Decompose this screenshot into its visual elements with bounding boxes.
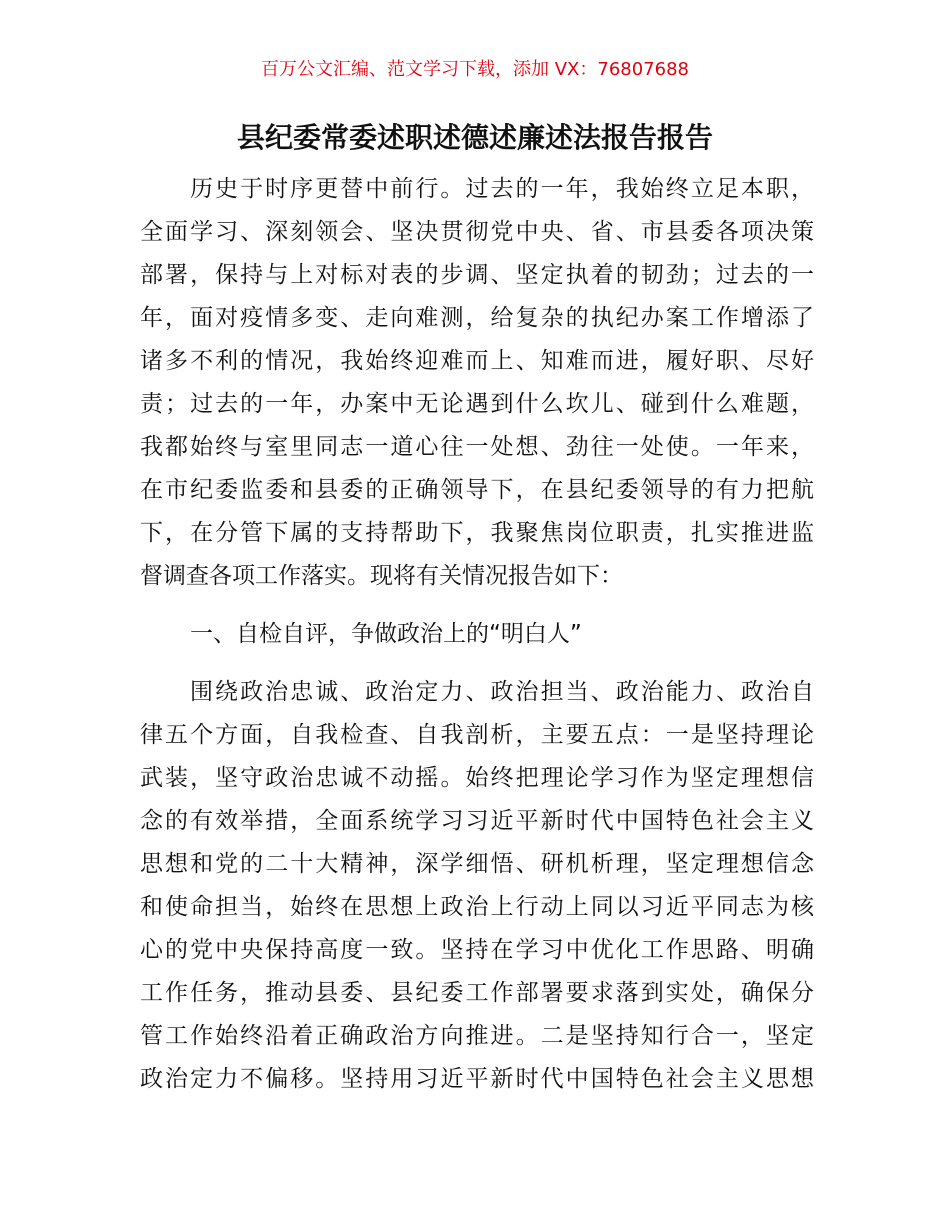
paragraph-line: 在市纪委监委和县委的正确领导下，在县纪委领导的有力把航: [140, 477, 814, 503]
paragraph-line: 我都始终与室里同志一道心往一处想、劲往一处使。一年来，: [140, 434, 814, 460]
paragraph-line: 和使命担当，始终在思想上政治上行动上同以习近平同志为核: [140, 894, 814, 920]
paragraph-line: 围绕政治忠诚、政治定力、政治担当、政治能力、政治自: [190, 679, 814, 705]
paragraph-line: 责；过去的一年，办案中无论遇到什么坎儿、碰到什么难题，: [140, 391, 814, 417]
paragraph-line: 督调查各项工作落实。现将有关情况报告如下：: [140, 563, 623, 589]
paragraph-line: 下，在分管下属的支持帮助下，我聚焦岗位职责，扎实推进监: [140, 520, 814, 546]
paragraph-line: 年，面对疫情多变、走向难测，给复杂的执纪办案工作增添了: [140, 305, 814, 331]
paragraph-line: 全面学习、深刻领会、坚决贯彻党中央、省、市县委各项决策: [140, 219, 814, 245]
paragraph-line: 武装，坚守政治忠诚不动摇。始终把理论学习作为坚定理想信: [140, 765, 814, 791]
paragraph-line: 律五个方面，自我检查、自我剖析，主要五点：一是坚持理论: [140, 722, 814, 748]
section-heading: 一、自检自评，争做政治上的“明白人”: [190, 621, 582, 647]
paragraph-line: 心的党中央保持高度一致。坚持在学习中优化工作思路、明确: [140, 937, 814, 963]
paragraph-line: 工作任务，推动县委、县纪委工作部署要求落到实处，确保分: [140, 980, 814, 1006]
paragraph-line: 念的有效举措，全面系统学习习近平新时代中国特色社会主义: [140, 808, 814, 834]
paragraph-line: 诸多不利的情况，我始终迎难而上、知难而进，履好职、尽好: [140, 348, 814, 374]
document-title: 县纪委常委述职述德述廉述法报告报告: [236, 121, 713, 154]
paragraph-line: 历史于时序更替中前行。过去的一年，我始终立足本职，: [190, 176, 814, 202]
paragraph-line: 部署，保持与上对标对表的步调、坚定执着的韧劲；过去的一: [140, 262, 814, 288]
paragraph-line: 政治定力不偏移。坚持用习近平新时代中国特色社会主义思想: [140, 1066, 814, 1092]
paragraph-line: 思想和党的二十大精神，深学细悟、研机析理，坚定理想信念: [140, 851, 814, 877]
watermark-banner: 百万公文汇编、范文学习下载，添加 VX：76807688: [261, 59, 689, 80]
paragraph-line: 管工作始终沿着正确政治方向推进。二是坚持知行合一，坚定: [140, 1023, 814, 1049]
